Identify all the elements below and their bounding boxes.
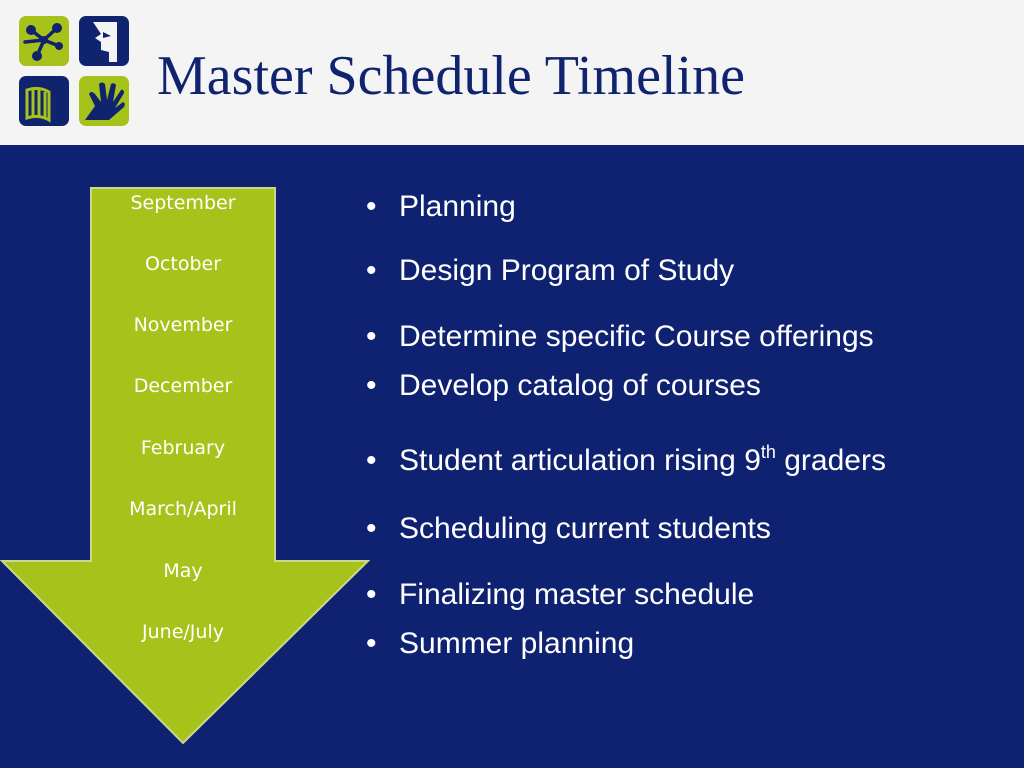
timeline-month: September [130,192,236,214]
timeline-month: October [144,253,222,275]
task-item [360,511,771,547]
task-text: Summer planning [399,627,635,660]
task-text-suffix: graders [775,444,886,477]
task-list [360,0,1020,768]
task-text: Student articulation rising 9 [399,444,761,477]
task-text: Develop catalog of courses [399,369,761,402]
task-text: Design Program of Study [399,254,735,287]
bullet-icon: • [366,320,377,353]
timeline-month: June/July [142,621,224,643]
face-profile-icon [79,16,129,66]
task-item [360,577,754,613]
task-item [360,626,634,662]
timeline-month: March/April [129,498,237,520]
bullet-icon: • [366,369,377,402]
bullet-icon: • [366,512,377,545]
slide-title: Master Schedule Timeline [157,45,745,107]
bullet-icon: • [366,254,377,287]
open-book-icon [19,76,69,126]
task-item [360,443,886,479]
timeline-month: December [133,375,233,397]
bullet-icon: • [366,190,377,223]
task-item [360,368,761,404]
timeline-month: February [140,437,226,459]
timeline-month: May [163,560,203,582]
task-text: Planning [399,190,516,223]
timeline-month: November [133,314,233,336]
task-item [360,189,516,225]
bullet-icon: • [366,444,377,477]
task-text: Finalizing master schedule [399,578,755,611]
task-superscript: th [760,442,776,462]
logo [19,16,129,128]
bullet-icon: • [366,627,377,660]
hand-icon [79,76,129,126]
network-nodes-icon [19,16,69,66]
bullet-icon: • [366,578,377,611]
task-text: Scheduling current students [399,512,771,545]
task-item [360,319,874,355]
task-text: Determine specific Course offerings [399,320,874,353]
task-item [360,253,734,289]
